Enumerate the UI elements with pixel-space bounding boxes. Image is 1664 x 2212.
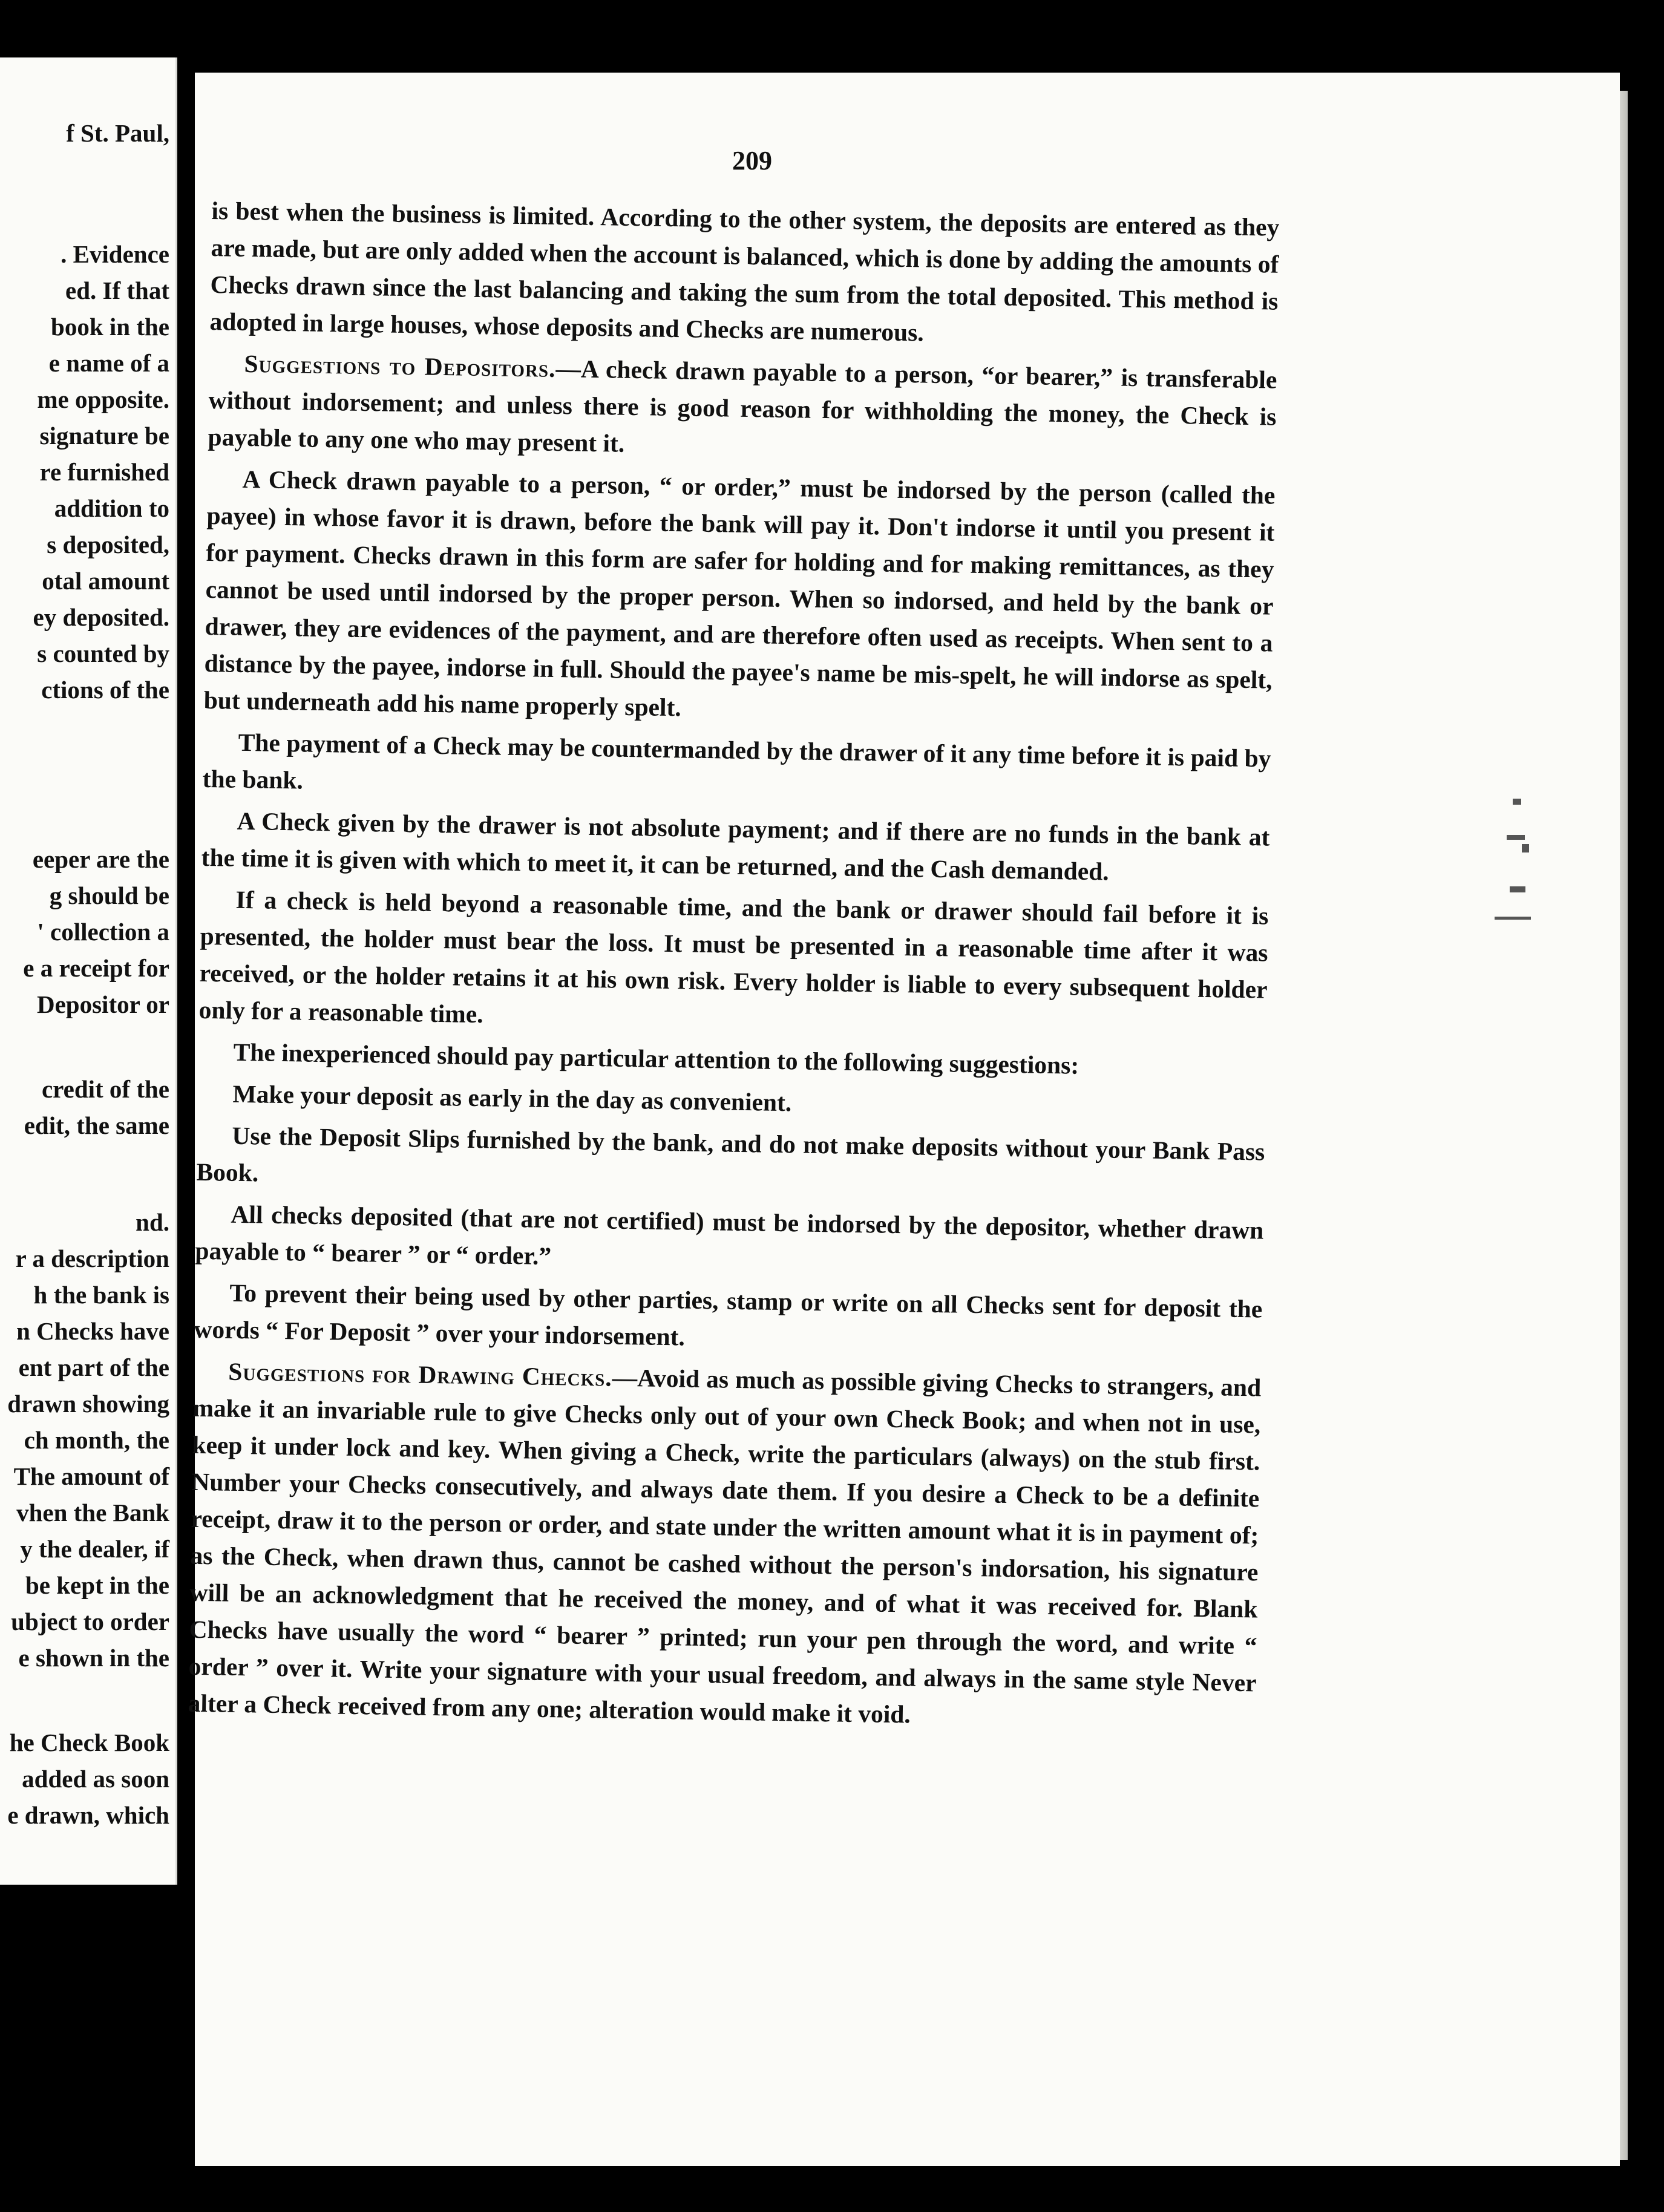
paragraph-text: —A check drawn payable to a person, “or bearer,” is transferable without indorsement; and unless there is good reason for withholding the money, the Check is payable to any one who may present it. — [208, 354, 1277, 457]
previous-page-line: edit, the same — [24, 1111, 169, 1139]
section-heading: Suggestions for Drawing Checks. — [228, 1357, 613, 1392]
previous-page-line: s counted by — [37, 640, 169, 667]
previous-page-line: e shown in the — [18, 1644, 169, 1672]
previous-page-line: eeper are the — [32, 845, 169, 873]
previous-page-line: be kept in the — [25, 1571, 169, 1599]
previous-page-fragment — [0, 57, 177, 1885]
body-paragraph — [188, 1353, 1261, 1739]
body-paragraph — [203, 460, 1275, 736]
body-paragraph — [196, 1117, 1265, 1208]
paragraph-text: A Check drawn payable to a person, “ or order,” must be indorsed by the person (called the payee) in whose favor it is drawn, before the bank will pay it. Don't indorse it until you present it for payment. Checks drawn in this form are safer for holding and for making remittances, as they cannot be used until indorsed by the proper person. When so indorsed, and held by the bank or drawer, they are evidences of the payment, and are therefore often used as receipts. When sent to a distance by the payee, indorse in full. Should the payee's name be mis-spelt, he will indorse as spelt, but underneath add his name properly spelt. — [203, 465, 1276, 722]
previous-page-line: otal amount — [42, 567, 169, 595]
previous-page-line: ubject to order — [11, 1608, 169, 1635]
previous-page-line: ed. If that — [65, 276, 169, 304]
previous-page-line: n Checks have — [16, 1317, 169, 1345]
previous-page-line: book in the — [51, 313, 169, 341]
previous-page-line: nd. — [136, 1208, 169, 1236]
previous-page-line: addition to — [54, 494, 169, 522]
previous-page-line: added as soon — [22, 1765, 169, 1793]
paragraph-text: If a check is held beyond a reasonable time, and the bank or drawer should fail before it is presented, the holder must bear the loss. It must be presented in a reasonable time after it was received, or the holder retains it at his own risk. Every holder is liable to every subsequent holder only for a reasonable time. — [198, 885, 1269, 1029]
previous-page-line: vhen the Bank — [16, 1499, 169, 1526]
previous-page-line: s deposited, — [47, 531, 169, 558]
body-paragraph — [209, 192, 1280, 357]
previous-page-line: Depositor or — [36, 990, 169, 1018]
body-paragraph — [194, 1274, 1263, 1365]
body-paragraph — [208, 345, 1277, 473]
previous-page-line: e drawn, which — [7, 1801, 169, 1829]
previous-page-line: f St. Paul, — [66, 119, 169, 147]
previous-page-line: re furnished — [39, 458, 169, 486]
page-body-text — [188, 192, 1280, 1743]
previous-page-line: credit of the — [41, 1075, 169, 1103]
previous-page-line: me opposite. — [37, 385, 169, 413]
previous-page-line: ' collection a — [37, 918, 169, 946]
paragraph-text: The payment of a Check may be countermanded by the drawer of it any time before it is paid by the bank. — [202, 728, 1271, 794]
paragraph-text: All checks deposited (that are not certified) must be indorsed by the depositor, whether drawn payable to “ bearer ” or “ order.” — [195, 1200, 1264, 1271]
paragraph-text: Make your deposit as early in the day as convenient. — [232, 1079, 792, 1117]
previous-page-line: drawn showing — [7, 1390, 169, 1418]
previous-page-line: ent part of the — [18, 1353, 169, 1381]
paragraph-text: A Check given by the drawer is not absolute payment; and if there are no funds in the bank at the time it is given with which to meet it, it can be returned, and the Cash demanded. — [201, 807, 1270, 886]
paragraph-text: —Avoid as much as possible giving Checks to strangers, and make it an invariable rule to give Checks only out of your own Check Book; and when not in use, keep it under lock and key. When giving a Check, write the particulars (always) on the stub first. Number your Checks consecutively, and always date them. If you desire a Check to be a definite receipt, draw it to the person or order, and state under the written amount what it is in payment of; as the Check, when drawn thus, cannot be cashed without the person's indorsation, his signature will be an acknowledgment that he received the money, and of what it was received for. Blank Checks have usually the word “ bearer ” printed; run your pen through the word, and write “ order ” over it. Write your signature with your usual freedom, and always in the same style Never alter a Check received from any one; alteration would make it void. — [188, 1363, 1262, 1729]
previous-page-line: he Check Book — [9, 1729, 169, 1756]
section-heading: Suggestions to Depositors. — [244, 349, 556, 382]
previous-page-line: e a receipt for — [23, 954, 169, 982]
body-paragraph — [201, 802, 1270, 893]
previous-page-line: h the bank is — [33, 1281, 169, 1309]
previous-page-line: . Evidence — [61, 240, 169, 268]
paragraph-text: is best when the business is limited. According to the other system, the deposits are entered as they are made, but are only added when the account is balanced, which is done by adding the amounts of Checks drawn since the last balancing and taking the sum from the total deposited. This method is adopted in large houses, whose deposits and Checks are numerous. — [209, 196, 1280, 347]
paragraph-text: To prevent their being used by other parties, stamp or write on all Checks sent for deposit the words “ For Deposit ” over your indorsement. — [194, 1278, 1263, 1351]
previous-page-line: ey deposited. — [33, 603, 169, 631]
previous-page-line: ctions of the — [41, 676, 169, 704]
previous-page-line: The amount of — [13, 1462, 169, 1490]
paragraph-text: Use the Deposit Slips furnished by the bank, and do not make deposits without your Bank Pass Book. — [196, 1121, 1265, 1187]
previous-page-line: ch month, the — [24, 1426, 169, 1454]
paragraph-text: The inexperienced should pay particular attention to the following suggestions: — [233, 1038, 1079, 1079]
page-number: 209 — [732, 146, 772, 175]
body-paragraph — [198, 881, 1269, 1045]
previous-page-line: g should be — [49, 882, 169, 909]
body-paragraph — [195, 1196, 1264, 1286]
body-paragraph — [202, 724, 1271, 814]
scan-specks — [1489, 787, 1537, 944]
previous-page-line: r a description — [15, 1245, 169, 1272]
previous-page-line: signature be — [39, 422, 169, 450]
previous-page-line: e name of a — [48, 349, 169, 377]
previous-page-line: y the dealer, if — [20, 1535, 169, 1563]
